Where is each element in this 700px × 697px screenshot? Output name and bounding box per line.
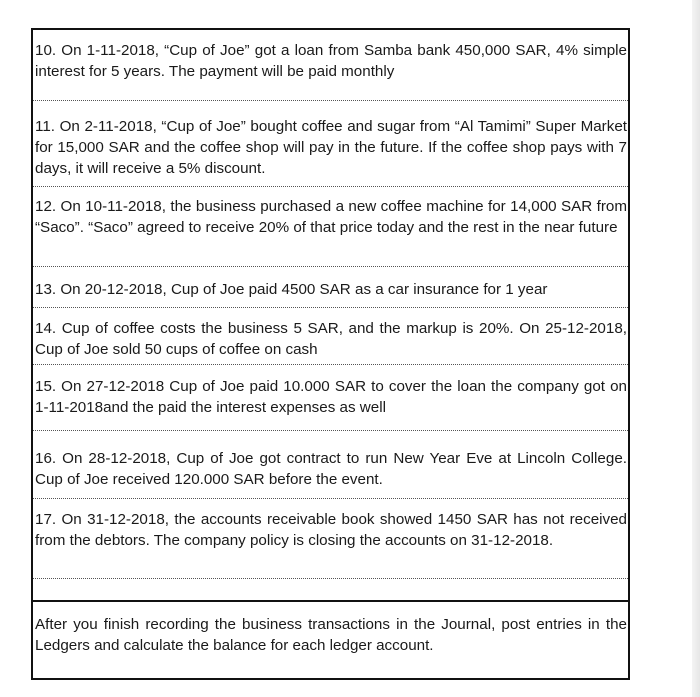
instruction-text	[35, 614, 627, 656]
transaction-item-15	[35, 376, 627, 418]
table-bottom-border	[31, 678, 630, 680]
dotted-divider	[33, 430, 628, 431]
transaction-item-11	[35, 116, 627, 179]
page-edge-shadow	[692, 0, 700, 697]
dotted-divider	[33, 578, 628, 579]
transaction-item-14	[35, 318, 627, 360]
dotted-divider	[33, 100, 628, 101]
dotted-divider	[33, 266, 628, 267]
transaction-item-10	[35, 40, 627, 82]
transaction-item-17	[35, 509, 627, 551]
transaction-text: 14. Cup of coffee costs the business 5 SAR, and the markup is 20%. On 25-12-2018, Cup of Joe sold 50 cups of coffee on cash	[35, 320, 627, 358]
transaction-item-13	[35, 279, 627, 300]
transaction-text: 11. On 2-11-2018, “Cup of Joe” bought coffee and sugar from “Al Tamimi” Super Market for 15,000 SAR and the coffee shop will pay in the future. If the coffee shop pays with 7 days, it will receive a 5% discount.	[35, 118, 627, 177]
dotted-divider	[33, 307, 628, 308]
dotted-divider	[33, 364, 628, 365]
transaction-item-16	[35, 448, 627, 490]
transaction-item-12	[35, 196, 627, 238]
instruction-paragraph: After you finish recording the business transactions in the Journal, post entries in the Ledgers and calculate the balance for each ledger account.	[35, 616, 627, 654]
section-divider	[31, 600, 630, 602]
transaction-text: 16. On 28-12-2018, Cup of Joe got contract to run New Year Eve at Lincoln College. Cup of Joe received 120.000 SAR before the event.	[35, 450, 627, 488]
transaction-text: 15. On 27-12-2018 Cup of Joe paid 10.000 SAR to cover the loan the company got on 1-11-2018and the paid the interest expenses as well	[35, 378, 627, 416]
transaction-text: 12. On 10-11-2018, the business purchased a new coffee machine for 14,000 SAR from “Saco”. “Saco” agreed to receive 20% of that price today and the rest in the near future	[35, 198, 627, 236]
transaction-text: 10. On 1-11-2018, “Cup of Joe” got a loan from Samba bank 450,000 SAR, 4% simple interest for 5 years. The payment will be paid monthly	[35, 42, 627, 80]
transaction-text: 13. On 20-12-2018, Cup of Joe paid 4500 SAR as a car insurance for 1 year	[35, 281, 548, 298]
transaction-text: 17. On 31-12-2018, the accounts receivable book showed 1450 SAR has not received from the debtors. The company policy is closing the accounts on 31-12-2018.	[35, 511, 627, 549]
dotted-divider	[33, 498, 628, 499]
dotted-divider	[33, 186, 628, 187]
